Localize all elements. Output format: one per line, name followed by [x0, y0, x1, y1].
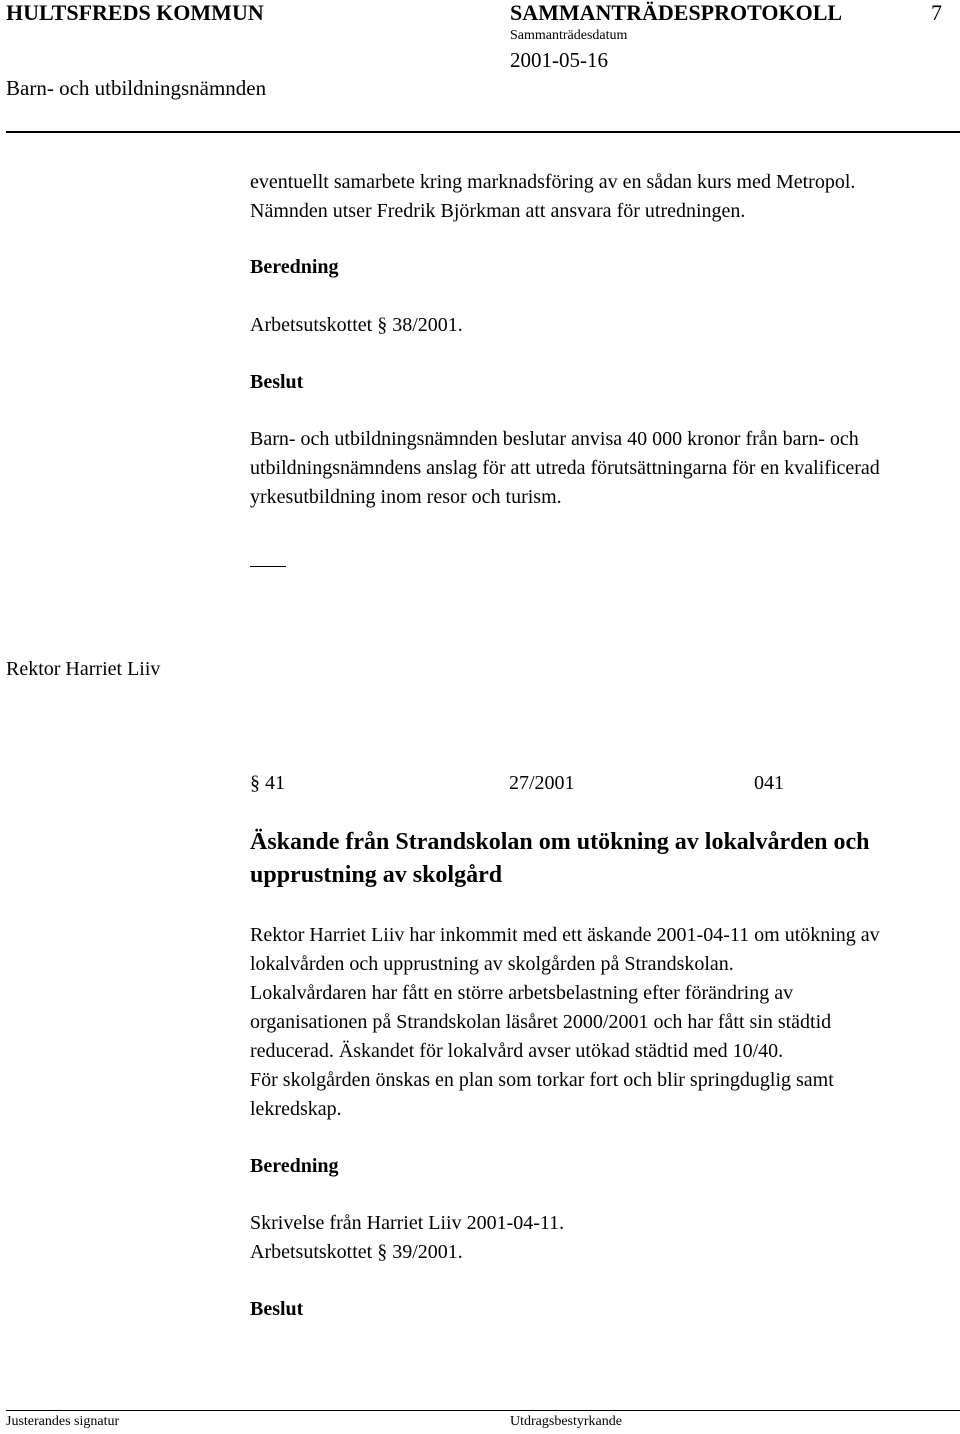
extract-label: Utdragsbestyrkande: [510, 1414, 622, 1429]
text-line: Skrivelse från Harriet Liiv 2001-04-11.: [250, 1212, 565, 1234]
prev-preparation-heading: Beredning: [250, 256, 339, 278]
footer-rule: [6, 1410, 960, 1411]
prev-continuation: [250, 168, 950, 226]
text-line: Rektor Harriet Liiv har inkommit med ett äskande 2001-04-11 om utökning av: [250, 924, 880, 946]
preparation-heading: Beredning: [250, 1155, 339, 1177]
prev-preparation-text: Arbetsutskottet § 38/2001.: [250, 314, 463, 336]
text-line: organisationen på Strandskolan läsåret 2000/2001 och har fått sin städtid: [250, 1011, 832, 1033]
text-line: lokalvården och upprustning av skolgården på Strandskolan.: [250, 953, 734, 975]
section-body: [250, 921, 950, 1124]
signature-label: Justerandes signatur: [6, 1414, 120, 1429]
case-number: 27/2001: [509, 772, 575, 794]
text-line: eventuellt samarbete kring marknadsföring av en sådan kurs med Metropol.: [250, 171, 856, 193]
distribution-recipient: Rektor Harriet Liiv: [6, 658, 161, 680]
text-line: reducerad. Äskandet för lokalvård avser utökad städtid med 10/40.: [250, 1040, 784, 1062]
archive-code: 041: [754, 772, 784, 794]
title-line: upprustning av skolgård: [250, 862, 503, 888]
text-line: Lokalvårdaren har fått en större arbetsbelastning efter förändring av: [250, 982, 794, 1004]
title-line: Äskande från Strandskolan om utökning av lokalvården och: [250, 829, 870, 855]
short-divider: [250, 566, 286, 567]
preparation-text: [250, 1209, 950, 1267]
header-rule: [6, 131, 960, 133]
text-line: För skolgården önskas en plan som torkar fort och blir springduglig samt: [250, 1069, 834, 1091]
page-number: 7: [931, 0, 942, 25]
decision-heading: Beslut: [250, 1298, 304, 1320]
date-label: Sammanträdesdatum: [510, 28, 628, 43]
text-line: Arbetsutskottet § 39/2001.: [250, 1241, 463, 1263]
prev-decision-text: [250, 425, 950, 512]
text-line: Nämnden utser Fredrik Björkman att ansvara för utredningen.: [250, 200, 746, 222]
text-line: yrkesutbildning inom resor och turism.: [250, 486, 562, 508]
text-line: Barn- och utbildningsnämnden beslutar anvisa 40 000 kronor från barn- och: [250, 428, 859, 450]
text-line: utbildningsnämndens anslag för att utreda förutsättningarna för en kvalificerad: [250, 457, 880, 479]
section-title: [250, 826, 869, 892]
municipality-name: HULTSFREDS KOMMUN: [6, 0, 264, 25]
protocol-title: SAMMANTRÄDESPROTOKOLL: [510, 0, 843, 25]
paragraph-number: § 41: [250, 772, 285, 794]
meeting-date: 2001-05-16: [510, 48, 608, 72]
prev-decision-heading: Beslut: [250, 371, 304, 393]
board-name: Barn- och utbildningsnämnden: [6, 76, 267, 100]
text-line: lekredskap.: [250, 1098, 342, 1120]
